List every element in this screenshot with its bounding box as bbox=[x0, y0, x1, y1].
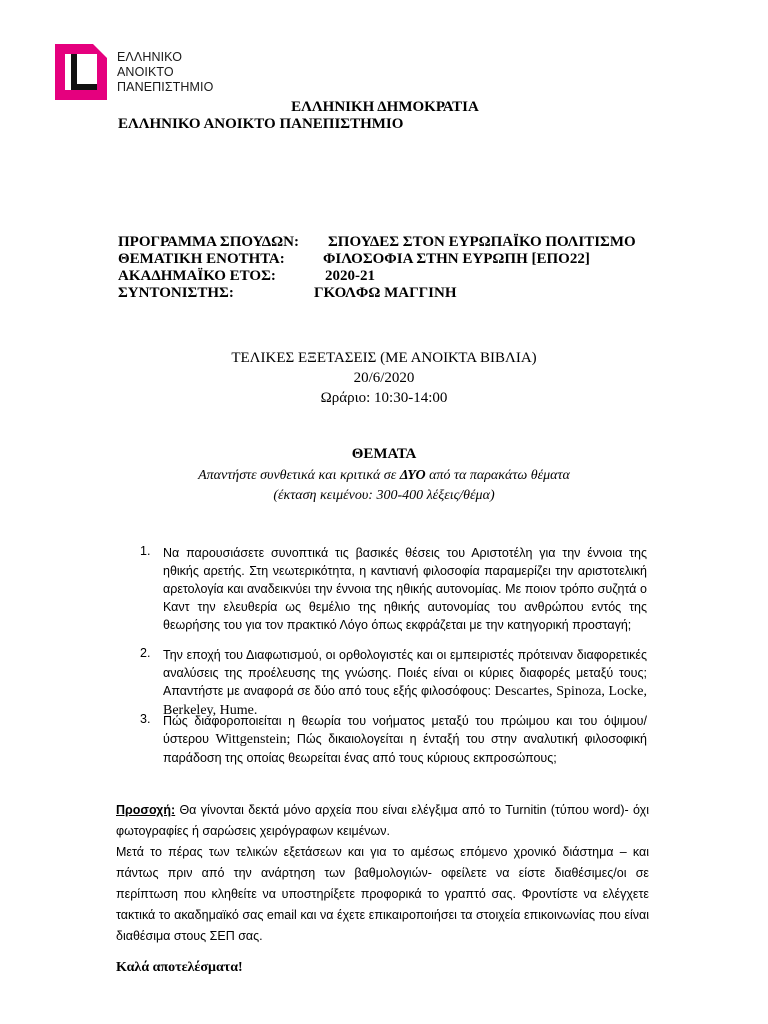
question-3-name: Wittgenstein; bbox=[215, 732, 291, 747]
logo-line-2: ΑΝΟΙΚΤΟ bbox=[117, 65, 174, 79]
question-3-text-pre: Πώς διαφοροποιείται η θεωρία του νοήματος μεταξύ του πρώιμου και του όψιμου/ύστερου bbox=[163, 714, 647, 746]
info-key: ΣΥΝΤΟΝΙΣΤΗΣ: bbox=[118, 285, 234, 301]
question-number: 1. bbox=[140, 544, 151, 558]
note-label: Προσοχή: bbox=[116, 803, 176, 817]
question-2 bbox=[163, 646, 647, 720]
closing-text: Καλά αποτελέσματα! bbox=[116, 960, 243, 975]
info-key: ΠΡΟΓΡΑΜΜΑ ΣΠΟΥΔΩΝ: bbox=[118, 234, 299, 250]
logo-mark-icon bbox=[55, 42, 115, 102]
info-key: ΑΚΑΔΗΜΑΪΚΟ ΕΤΟΣ: bbox=[118, 268, 276, 284]
logo-line-1: ΕΛΛΗΝΙΚΟ bbox=[117, 50, 183, 64]
question-3 bbox=[163, 712, 647, 767]
logo-line-3: ΠΑΝΕΠΙΣΤΗΜΙΟ bbox=[117, 80, 214, 94]
topics-heading: ΘΕΜΑΤΑ bbox=[351, 446, 417, 462]
header-line-1: ΕΛΛΗΝΙΚΗ ΔΗΜΟΚΡΑΤΙΑ bbox=[291, 99, 479, 115]
note-text-1: Θα γίνονται δεκτά μόνο αρχεία που είναι ελέγξιμα από το Turnitin (τύπου word)- όχι φωτογραφίες ή σαρώσεις χειρόγραφων κειμένων. bbox=[116, 803, 649, 838]
exam-title: ΤΕΛΙΚΕΣ ΕΞΕΤΑΣΕΙΣ (ΜΕ ΑΝΟΙΚΤΑ ΒΙΒΛΙΑ) bbox=[231, 350, 537, 366]
question-2-names: Descartes, Spinoza, Locke, Berkeley, Hume. bbox=[163, 684, 647, 718]
instruction-pre: Απαντήστε συνθετικά και κριτικά σε bbox=[198, 468, 400, 483]
question-3-text-post: Πώς δικαιολογείται η ένταξή του στην αναλυτική φιλοσοφική παράδοση της οποίας θεωρείται ένας από τους κύριους εκπροσώπους; bbox=[163, 732, 647, 765]
info-value: 2020-21 bbox=[325, 268, 375, 284]
note-paragraph-2: Μετά το πέρας των τελικών εξετάσεων και για το αμέσως επόμενο χρονικό διάστημα – και πάντως πριν από την ανάρτηση των βαθμολογιών- οφείλετε να είστε διαθέσιμες/οι σε περίπτωση που κληθείτε να υποστηρίξετε προφορικά το γραπτό σας. Φροντίστε να ελέγχετε τακτικά το ακαδημαϊκό σας email και να έχετε επικαιροποιήσει τα στοιχεία επικοινωνίας που είναι διαθέσιμα στους ΣΕΠ σας. bbox=[116, 845, 649, 943]
question-2-text: Την εποχή του Διαφωτισμού, οι ορθολογιστές και οι εμπειριστές πρότειναν διαφορετικές αναλύσεις της προέλευσης της γνώσης. Ποιές είναι οι κύριες διαφορές μεταξύ τους; Απαντήστε με αναφορά σε δύο από τους εξής φιλοσόφους: bbox=[163, 648, 647, 698]
info-value: ΓΚΟΛΦΩ ΜΑΓΓΙΝΗ bbox=[314, 285, 457, 301]
note-paragraph-1 bbox=[116, 800, 649, 842]
info-key: ΘΕΜΑΤΙΚΗ ΕΝΟΤΗΤΑ: bbox=[118, 251, 285, 267]
question-number: 2. bbox=[140, 646, 151, 660]
exam-time: Ωράριο: 10:30-14:00 bbox=[320, 390, 448, 406]
question-1: Να παρουσιάσετε συνοπτικά τις βασικές θέσεις του Αριστοτέλη για την έννοια της ηθικής αρετής. Στη νεωτερικότητα, η καντιανή φιλοσοφία παραμερίζει την αριστοτελική αρετολογία και αναδεικνύει την έννοια της ηθικής αυτονομίας. Με ποιον τρόπο συζητά ο Καντ την ελευθερία ως θεμέλιο της ηθικής αυτονομίας του ανθρώπου εντός της θεωρήσης του για τον πρακτικό Λόγο όπως εκφράζεται με την κατηγορική προσταγή; bbox=[163, 546, 647, 632]
exam-date: 20/6/2020 bbox=[353, 370, 415, 386]
info-value: ΦΙΛΟΣΟΦΙΑ ΣΤΗΝ ΕΥΡΩΠΗ [ΕΠΟ22] bbox=[323, 251, 590, 267]
logo-text bbox=[117, 50, 213, 95]
topics-instruction bbox=[0, 468, 768, 484]
topics-length: (έκταση κειμένου: 300-400 λέξεις/θέμα) bbox=[273, 488, 495, 503]
instruction-post: από τα παρακάτω θέματα bbox=[425, 468, 570, 483]
question-number: 3. bbox=[140, 712, 151, 726]
instruction-bold: ΔΥΟ bbox=[399, 468, 426, 483]
header-line-2: ΕΛΛΗΝΙΚΟ ΑΝΟΙΚΤΟ ΠΑΝΕΠΙΣΤΗΜΙΟ bbox=[118, 116, 404, 132]
info-value: ΣΠΟΥΔΕΣ ΣΤΟΝ ΕΥΡΩΠΑΪΚΟ ΠΟΛΙΤΙΣΜΟ bbox=[328, 234, 636, 250]
